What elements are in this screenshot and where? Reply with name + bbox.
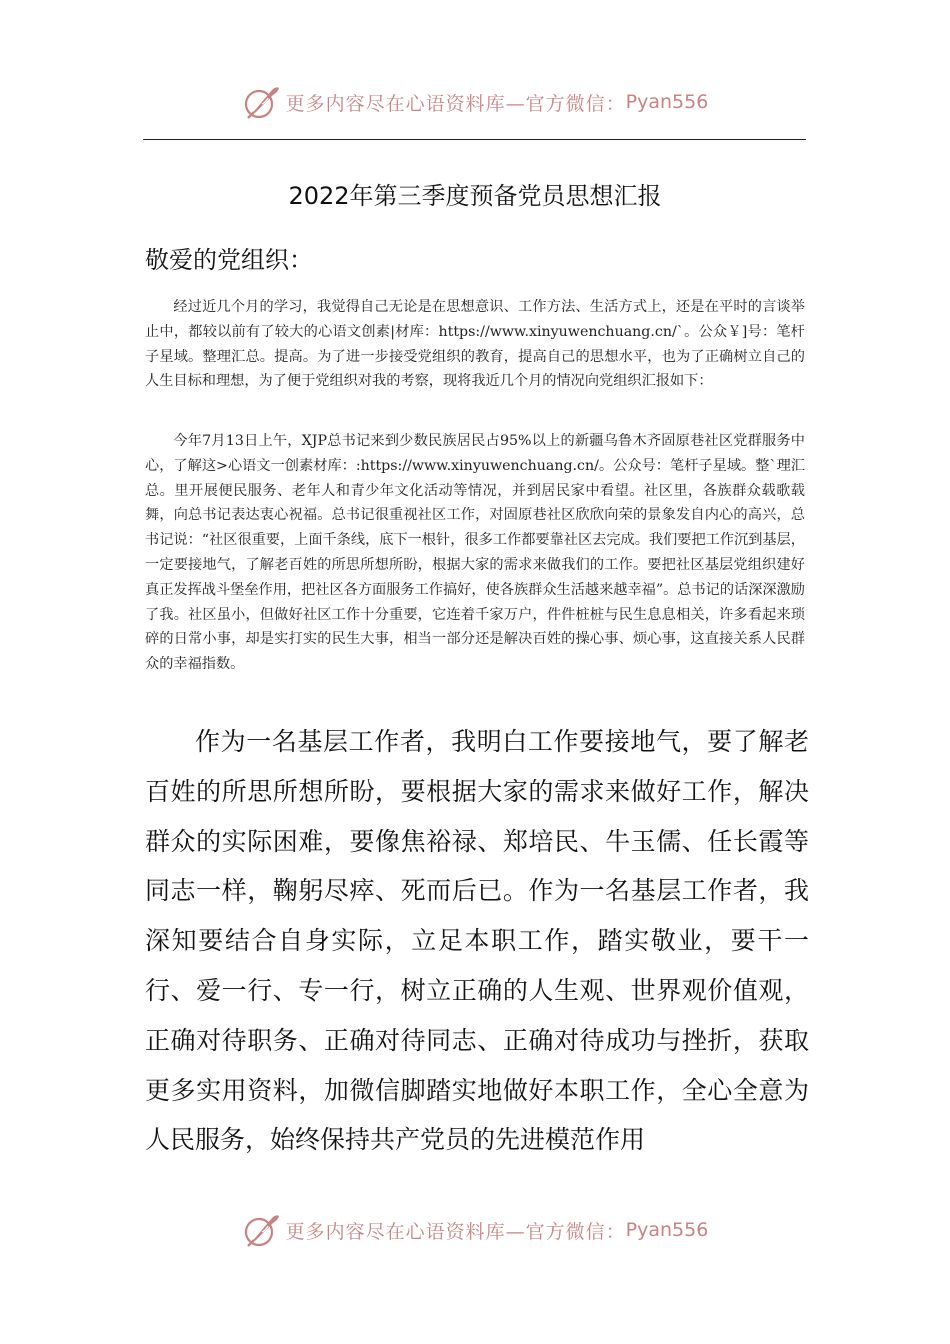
watermark-wechat-id: Pyan556 (625, 91, 709, 113)
paragraph-2: 今年7月13日上午，XJP总书记来到少数民族居民占95%以上的新疆乌鲁木齐固原巷社区党群服务中心，了解这>心语文一创素材库：:https://www.xinyuwenchuang.cn/。公众号：笔杆子星域。整`理汇总。里开展便民服务、老年人和青少年文化活动等情况，并到居民家中看望。社区里，各族群众载歌载舞，向总书记表达衷心祝福。总书记很重视社区工作，对固原巷社区欣欣向荣的景象发自内心的高兴，总书记说：“社区很重要，上面千条线，底下一根针，很多工作都要靠社区去完成。我们要把工作沉到基层，一定要接地气，了解老百姓的所思所想所盼，根据大家的需求来做我们的工作。要把社区基层党组织建好真正发挥战斗堡垒作用，把社区各方面服务工作搞好，使各族群众生活越来越幸福”。总书记的话深深激励了我。社区虽小，但做好社区工作十分重要，它连着千家万户，件件桩桩与民生息息相关，许多看起来琐碎的日常小事，却是实打实的民生大事，相当一部分还是解决百姓的操心事、烦心事，这直接关系人民群众的幸福指数。 (145, 433, 805, 673)
paragraph-3: 作为一名基层工作者，我明白工作要接地气，要了解老百姓的所思所想所盼，要根据大家的需求来做好工作，解决群众的实际困难，要像焦裕禄、郑培民、牛玉儒、任长霞等同志一样，鞠躬尽瘁、死而后已。作为一名基层工作者，我深知要结合自身实际，立足本职工作，踏实敬业，要干一行、爱一行、专一行，树立正确的人生观、世界观价值观，正确对待职务、正确对待同志、正确对待成功与挫折，获取更多实用资料，加微信脚踏实地做好本职工作，全心全意为人民服务，始终保持共产党员的先进模范作用 (145, 727, 809, 1155)
watermark-text: 更多内容尽在心语资料库—官方微信： (285, 1220, 626, 1243)
watermark-text: 更多内容尽在心语资料库—官方微信： (285, 92, 626, 115)
salutation: 敬爱的党组织： (145, 246, 313, 274)
quill-logo-icon (242, 82, 282, 122)
quill-logo-icon (242, 1210, 282, 1250)
footer-watermark (0, 1210, 950, 1250)
header-divider (143, 139, 806, 140)
document-title: 2022年第三季度预备党员思想汇报 (288, 182, 662, 210)
header-watermark (0, 82, 950, 122)
watermark-wechat-id: Pyan556 (625, 1219, 709, 1241)
paragraph-1: 经过近几个月的学习，我觉得自己无论是在思想意识、工作方法、生活方式上，还是在平时的言谈举止中，都较以前有了较大的心语文创素|材库：https://www.xinyuwenchuang.cn/`。公众￥]号：笔杆子星域。整理汇总。提高。为了进一步接受党组织的教育，提高自己的思想水平，也为了正确树立自己的人生目标和理想，为了便于党组织对我的考察，现将我近几个月的情况向党组织汇报如下： (145, 299, 805, 390)
